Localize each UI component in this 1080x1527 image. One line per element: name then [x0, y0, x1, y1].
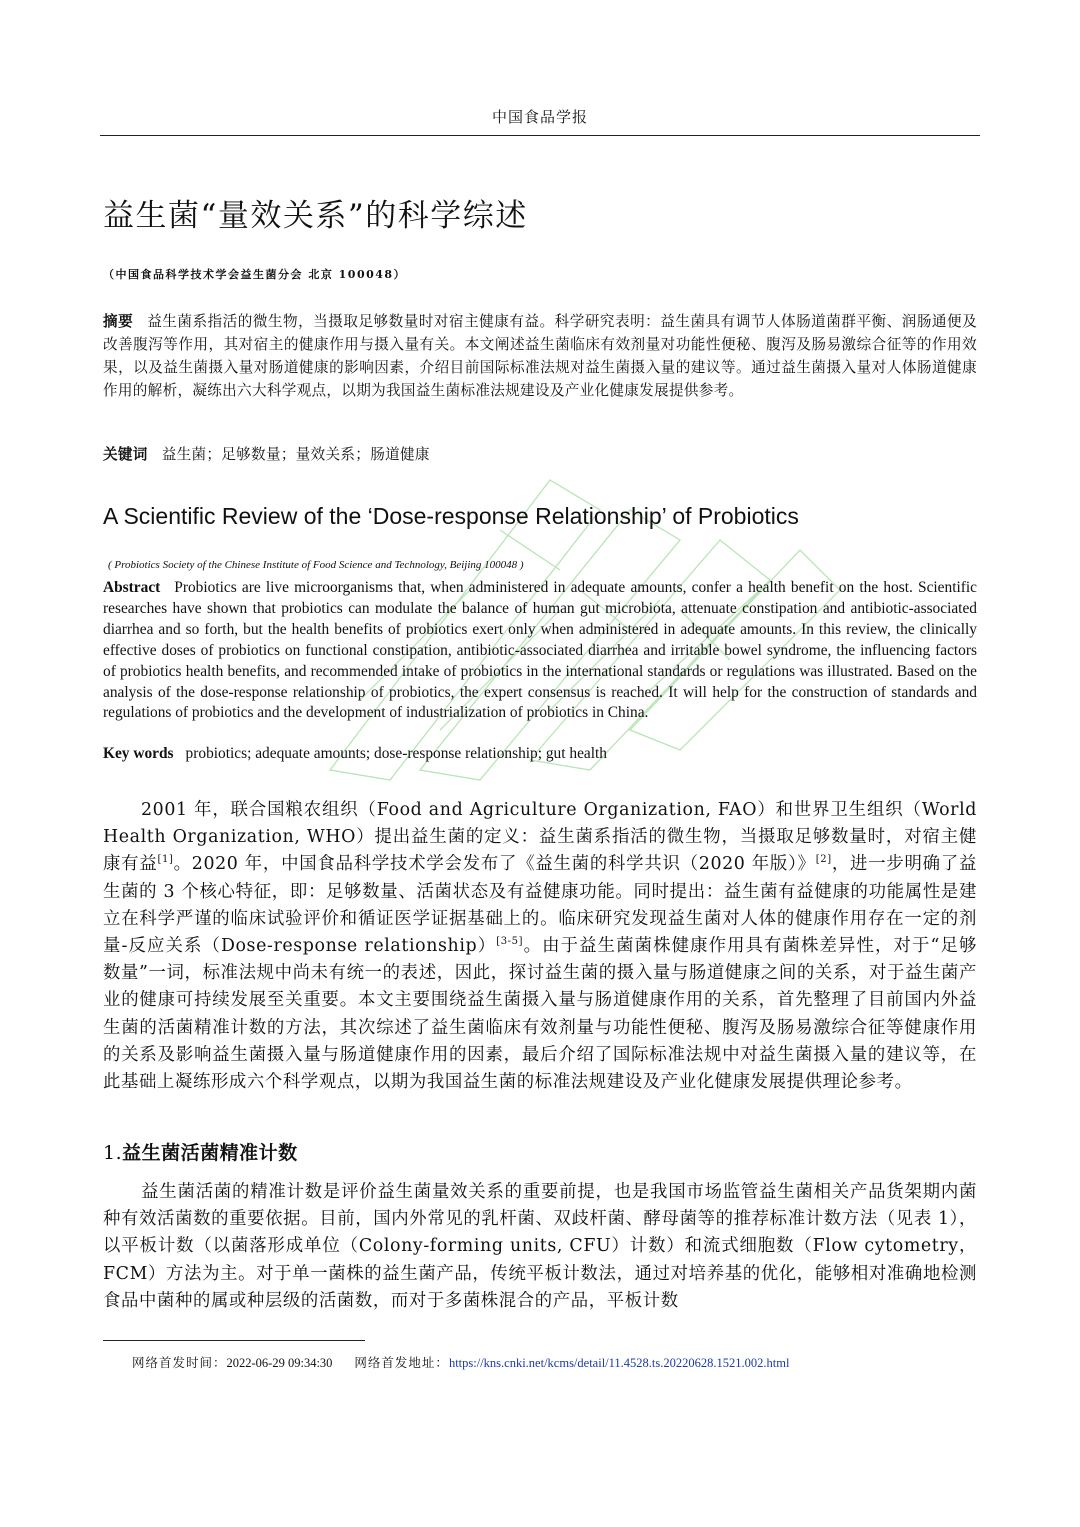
abstract-chinese-text: 益生菌系指活的微生物，当摄取足够数量时对宿主健康有益。科学研究表明：益生菌具有调节人体肠道菌群平衡、润肠通便及改善腹泻等作用，其对宿主的健康作用与摄入量有关。本文阐述益生菌临床有效剂量对功能性便秘、腹泻及肠易激综合征等的作用效果，以及益生菌摄入量对肠道健康的影响因素，介绍目前国际标准法规对益生菌摄入量的建议等。通过益生菌摄入量对人体肠道健康作用的解析，凝练出六大科学观点，以期为我国益生菌标准法规建设及产业化健康发展提供参考。	[103, 313, 977, 399]
citation-2[interactable]: [2]	[815, 854, 832, 866]
journal-header: 中国食品学报	[491, 108, 588, 126]
intro-text-b: 。2020 年，中国食品科学技术学会发布了《益生菌的科学共识（2020 年版）》	[173, 854, 816, 875]
affiliation-chinese: （中国食品科学技术学会益生菌分会 北京 100048）	[103, 268, 407, 281]
citation-1[interactable]: [1]	[157, 854, 174, 866]
affiliation-english: ( Probiotics Society of the Chinese Institute of Food Science and Technology, Beijing 100048 )	[108, 559, 524, 571]
footnote-rule	[103, 1340, 365, 1341]
section-heading-1	[103, 1138, 298, 1165]
section1-text: 益生菌活菌的精准计数是评价益生菌量效关系的重要前提，也是我国市场监管益生菌相关产品货架期内菌种有效活菌数的重要依据。目前，国内外常见的乳杆菌、双歧杆菌、酵母菌等的推荐标准计数方法（见表 1），以平板计数（以菌落形成单位（Colony-forming units, CFU）计数）和流式细胞数（Flow cytometry，FCM）方法为主。对于单一菌株的益生菌产品，传统平板计数法，通过对培养基的优化，能够相对准确地检测食品中菌种的属或种层级的活菌数，而对于多菌株混合的产品，平板计数	[103, 1182, 977, 1311]
keywords-chinese	[103, 443, 430, 466]
publish-url-link[interactable]: https://kns.cnki.net/kcms/detail/11.4528.ts.20220628.1521.002.html	[448, 1356, 790, 1370]
section-number: 1.	[103, 1142, 123, 1164]
title-english: A Scientific Review of the ‘Dose-response Relationship’ of Probiotics	[103, 503, 799, 529]
body-paragraph-section1	[103, 1179, 977, 1315]
body-paragraph-intro	[103, 797, 977, 1096]
keywords-english	[103, 744, 607, 765]
abstract-chinese	[103, 310, 977, 402]
citation-3-5[interactable]: [3-5]	[496, 936, 524, 948]
intro-text-a: 2001 年，联合国粮农组织（Food and Agriculture Organization, FAO）和世界卫生组织（World Health Organization, WHO）提出益生菌的定义：益生菌系指活的微生物，当摄取足够数量时，对宿主健康有益	[103, 800, 977, 875]
keywords-english-text: probiotics; adequate amounts; dose-response relationship; gut health	[185, 745, 607, 762]
intro-text-d: 。由于益生菌菌株健康作用具有菌株差异性，对于“足够数量”一词，标准法规中尚未有统一的表述，因此，探讨益生菌的摄入量与肠道健康之间的关系，对于益生菌产业的健康可持续发展至关重要。本文主要围绕益生菌摄入量与肠道健康作用的关系，首先整理了目前国内外益生菌的活菌精准计数的方法，其次综述了益生菌临床有效剂量与功能性便秘、腹泻及肠易激综合征等健康作用的关系及影响益生菌摄入量与肠道健康作用的因素，最后介绍了国际标准法规中对益生菌摄入量的建议等，在此基础上凝练形成六个科学观点，以期为我国益生菌的标准法规建设及产业化健康发展提供理论参考。	[103, 936, 977, 1093]
publish-url-label: 网络首发地址：	[354, 1356, 449, 1370]
keywords-chinese-text: 益生菌；足够数量；量效关系；肠道健康	[161, 446, 430, 463]
section-title: 益生菌活菌精准计数	[122, 1142, 298, 1164]
abstract-english	[103, 578, 977, 724]
header-rule	[100, 135, 980, 136]
footnote	[132, 1353, 789, 1371]
title-chinese: 益生菌“量效关系”的科学综述	[103, 198, 528, 234]
intro-text-c: ，进一步明确了益生菌的 3 个核心特征，即：足够数量、活菌状态及有益健康功能。同时提出：益生菌有益健康的功能属性是建立在科学严谨的临床试验评价和循证医学证据基础上的。临床研究发现益生菌对人体的健康作用存在一定的剂量-反应关系（Dose-response relationship）	[103, 854, 978, 957]
abstract-english-label: Abstract	[103, 579, 161, 596]
publish-time-label: 网络首发时间：	[132, 1356, 227, 1370]
keywords-chinese-label: 关键词	[103, 446, 148, 463]
keywords-english-label: Key words	[103, 745, 174, 762]
publish-time-value: 2022-06-29 09:34:30	[226, 1356, 333, 1370]
abstract-chinese-label: 摘要	[103, 313, 134, 330]
abstract-english-text: Probiotics are live microorganisms that, when administered in adequate amounts, confer a health benefit on the host. Scientific researches have shown that probiotics can modulate the balance of human gut microbiota, attenuate constipation and antibiotic-associated diarrhea and so forth, but the health benefits of probiotics exert only when administered in adequate amounts. In this review, the clinically effective doses of probiotics on functional constipation, antibiotic-associated diarrhea and irritable bowel syndrome, the influencing factors of probiotics health benefits, and recommended intake of probiotics in the international standards or regulations was illustrated. Based on the analysis of the dose-response relationship of probiotics, the expert consensus is reached. It will help for the construction of standards and regulations of probiotics and the development of industrialization of probiotics in China.	[103, 579, 977, 722]
